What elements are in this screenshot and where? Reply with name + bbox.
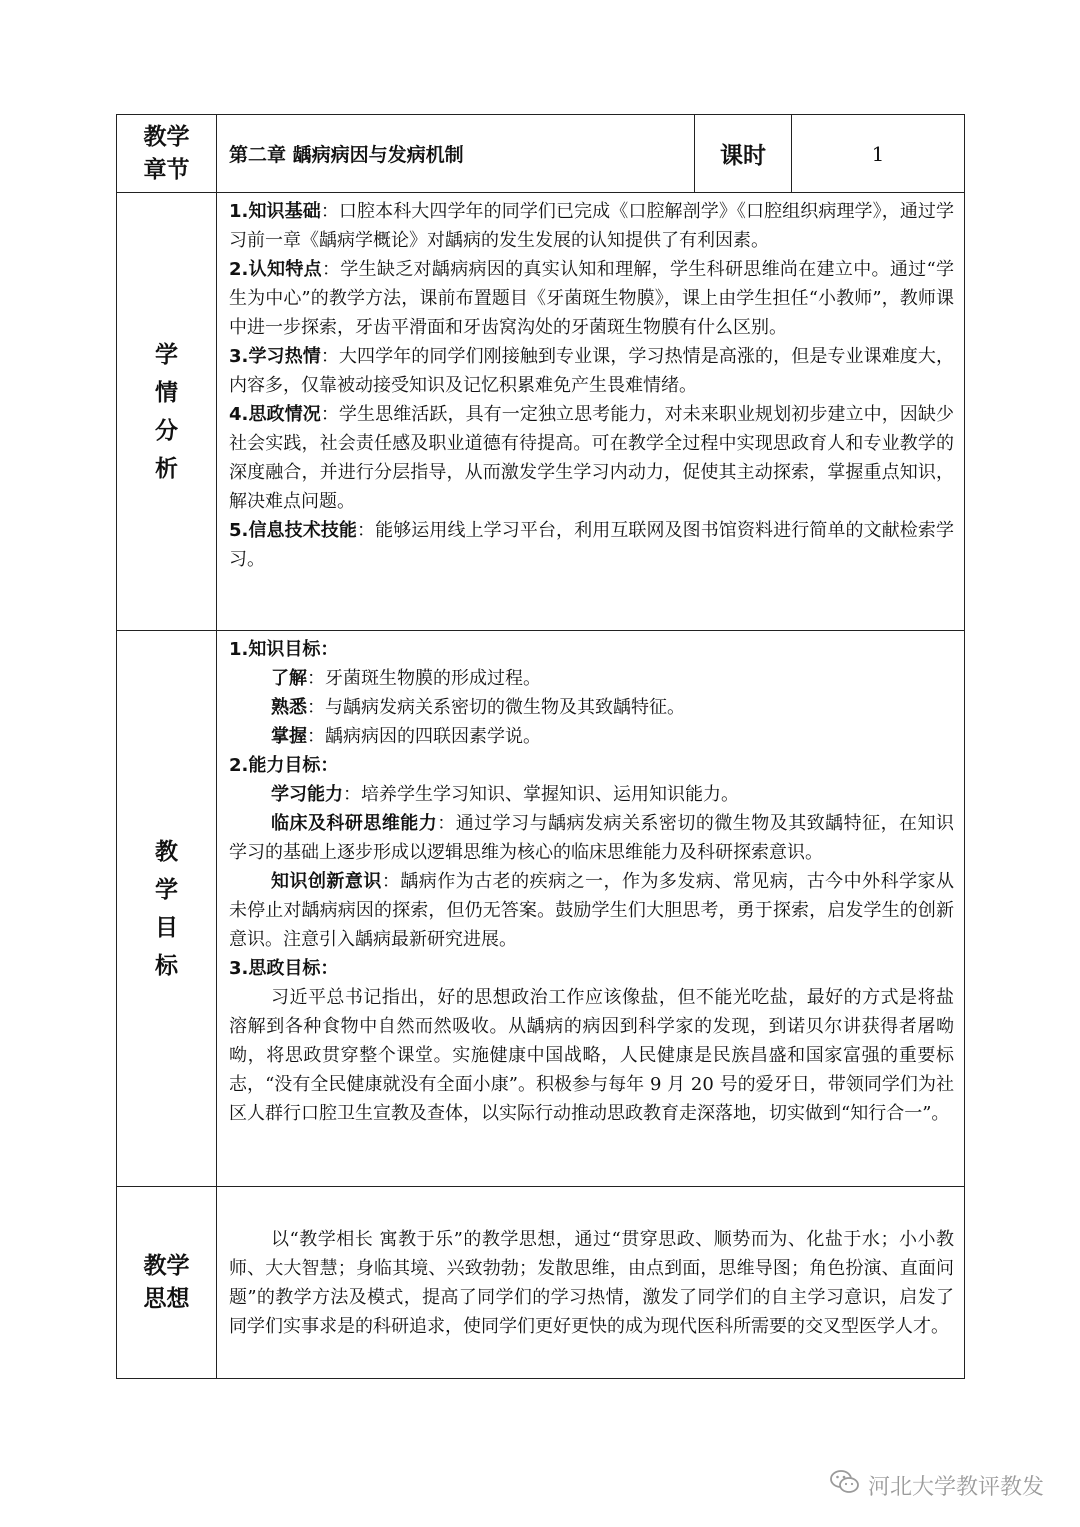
ability-item-head: 知识创新意识 bbox=[271, 871, 382, 892]
section-label-line-2: 章节 bbox=[143, 156, 190, 183]
wechat-icon bbox=[830, 1469, 860, 1501]
ability-item-text: ：培养学生学习知识、掌握知识、运用知识能力。 bbox=[343, 784, 739, 805]
analysis-item-text: ：能够运用线上学习平台，利用互联网及图书馆资料进行简单的文献检索学习。 bbox=[229, 520, 954, 570]
analysis-item bbox=[229, 255, 954, 342]
knowledge-item bbox=[229, 693, 954, 722]
objectives-row bbox=[117, 631, 965, 1187]
ideology-text: 习近平总书记指出，好的思想政治工作应该像盐，但不能光吃盐，最好的方式是将盐溶解到各种食物中自然而然吸收。从龋病的病因到科学家的发现，到诺贝尔讲获得者屠呦呦，将思政贯穿整个课堂。实施健康中国战略，人民健康是民族昌盛和国家富强的重要标志，“没有全民健康就没有全面小康”。积极参与每年 9 月 20 号的爱牙日，带领同学们为社区人群行口腔卫生宣教及查体，以实际行动推动思政教育走深落地，切实做到“知行合一”。 bbox=[229, 987, 954, 1124]
objectives-label-char: 教 bbox=[155, 838, 178, 865]
ideology-heading-text: 3.思政目标： bbox=[229, 958, 339, 979]
analysis-item bbox=[229, 197, 954, 255]
ideology-heading bbox=[229, 954, 954, 983]
philosophy-label-line-2: 思想 bbox=[143, 1285, 190, 1312]
knowledge-heading bbox=[229, 635, 954, 664]
analysis-item-head: 5.信息技术技能 bbox=[229, 520, 358, 541]
watermark-text: 河北大学教评教发 bbox=[867, 1474, 1044, 1500]
section-label-cell bbox=[117, 115, 217, 193]
analysis-row bbox=[117, 193, 965, 631]
objectives-label-char: 目 bbox=[155, 914, 178, 941]
objectives-label-char: 学 bbox=[155, 876, 178, 903]
analysis-item-head: 4.思政情况 bbox=[229, 404, 321, 425]
analysis-item-head: 3.学习热情 bbox=[229, 346, 321, 367]
chapter-title: 第二章 龋病病因与发病机制 bbox=[217, 115, 695, 193]
ability-heading bbox=[229, 751, 954, 780]
analysis-item-text: ：大四学年的同学们刚接触到专业课，学习热情是高涨的，但是专业课难度大，内容多，仅靠被动接受知识及记忆积累难免产生畏难情绪。 bbox=[229, 346, 954, 396]
analysis-item-text: ：学生思维活跃，具有一定独立思考能力，对未来职业规划初步建立中，因缺少社会实践，社会责任感及职业道德有待提高。可在教学全过程中实现思政育人和专业教学的深度融合，并进行分层指导，从而激发学生学习内动力，促使其主动探索，掌握重点知识，解决难点问题。 bbox=[229, 404, 954, 512]
philosophy-text: 以“教学相长 寓教于乐”的教学思想，通过“贯穿思政、顺势而为、化盐于水；小小教师、大大智慧；身临其境、兴致勃勃；发散思维，由点到面，思维导图；角色扮演、直面问题”的教学方法及模式，提高了同学们的学习热情，激发了同学们的自主学习意识，启发了同学们实事求是的科研追求，使同学们更好更快的成为现代医科所需要的交叉型医学人才。 bbox=[229, 1228, 954, 1337]
knowledge-item-text: ：龋病病因的四联因素学说。 bbox=[307, 726, 541, 747]
ability-heading-text: 2.能力目标： bbox=[229, 755, 339, 776]
lesson-plan-table bbox=[116, 114, 965, 1379]
analysis-label-char: 学 bbox=[155, 341, 178, 368]
analysis-item-head: 1.知识基础 bbox=[229, 201, 321, 222]
section-label-line-1: 教学 bbox=[143, 123, 190, 150]
analysis-item-text: ：学生缺乏对龋病病因的真实认知和理解，学生科研思维尚在建立中。通过“学生为中心”的教学方法，课前布置题目《牙菌斑生物膜》，课上由学生担任“小教师”，教师课中进一步探索，牙齿平滑面和牙齿窝沟处的牙菌斑生物膜有什么区别。 bbox=[229, 259, 954, 338]
knowledge-item-text: ：与龋病发病关系密切的微生物及其致龋特征。 bbox=[307, 697, 685, 718]
objectives-label-char: 标 bbox=[155, 952, 178, 979]
analysis-item bbox=[229, 400, 954, 516]
knowledge-item-head: 熟悉 bbox=[271, 697, 307, 718]
philosophy-label-cell bbox=[117, 1187, 217, 1379]
philosophy-row bbox=[117, 1187, 965, 1379]
analysis-content bbox=[217, 193, 965, 631]
objectives-content bbox=[217, 631, 965, 1187]
ability-item bbox=[229, 780, 954, 809]
objectives-label-cell bbox=[117, 631, 217, 1187]
hours-value: 1 bbox=[792, 115, 965, 193]
ability-item-text: ：龋病作为古老的疾病之一，作为多发病、常见病，古今中外科学家从未停止对龋病病因的探索，但仍无答案。鼓励学生们大胆思考，勇于探索，启发学生的创新意识。注意引入龋病最新研究进展。 bbox=[229, 871, 955, 950]
knowledge-item-head: 掌握 bbox=[271, 726, 307, 747]
analysis-item-text: ：口腔本科大四学年的同学们已完成《口腔解剖学》《口腔组织病理学》，通过学习前一章《龋病学概论》对龋病的发生发展的认知提供了有利因素。 bbox=[229, 201, 954, 251]
analysis-item bbox=[229, 342, 954, 400]
watermark bbox=[830, 1469, 1044, 1501]
knowledge-item-head: 了解 bbox=[271, 668, 307, 689]
ability-item-head: 临床及科研思维能力 bbox=[271, 813, 438, 834]
analysis-label-char: 析 bbox=[155, 455, 178, 482]
knowledge-item bbox=[229, 664, 954, 693]
philosophy-label-line-1: 教学 bbox=[143, 1252, 190, 1279]
knowledge-heading-text: 1.知识目标： bbox=[229, 639, 339, 660]
analysis-label-char: 情 bbox=[155, 379, 178, 406]
ability-item bbox=[229, 809, 954, 867]
ability-item-text: ：通过学习与龋病发病关系密切的微生物及其致龋特征，在知识学习的基础上逐步形成以逻辑思维为核心的临床思维能力及科研探索意识。 bbox=[229, 813, 954, 863]
analysis-item bbox=[229, 516, 954, 574]
hours-label: 课时 bbox=[695, 115, 792, 193]
knowledge-item-text: ：牙菌斑生物膜的形成过程。 bbox=[307, 668, 541, 689]
philosophy-content bbox=[217, 1187, 965, 1379]
ability-item bbox=[229, 867, 954, 954]
ability-item-head: 学习能力 bbox=[271, 784, 343, 805]
knowledge-item bbox=[229, 722, 954, 751]
header-row bbox=[117, 115, 965, 193]
analysis-label-char: 分 bbox=[155, 417, 178, 444]
analysis-label-cell bbox=[117, 193, 217, 631]
analysis-item-head: 2.认知特点 bbox=[229, 259, 322, 280]
